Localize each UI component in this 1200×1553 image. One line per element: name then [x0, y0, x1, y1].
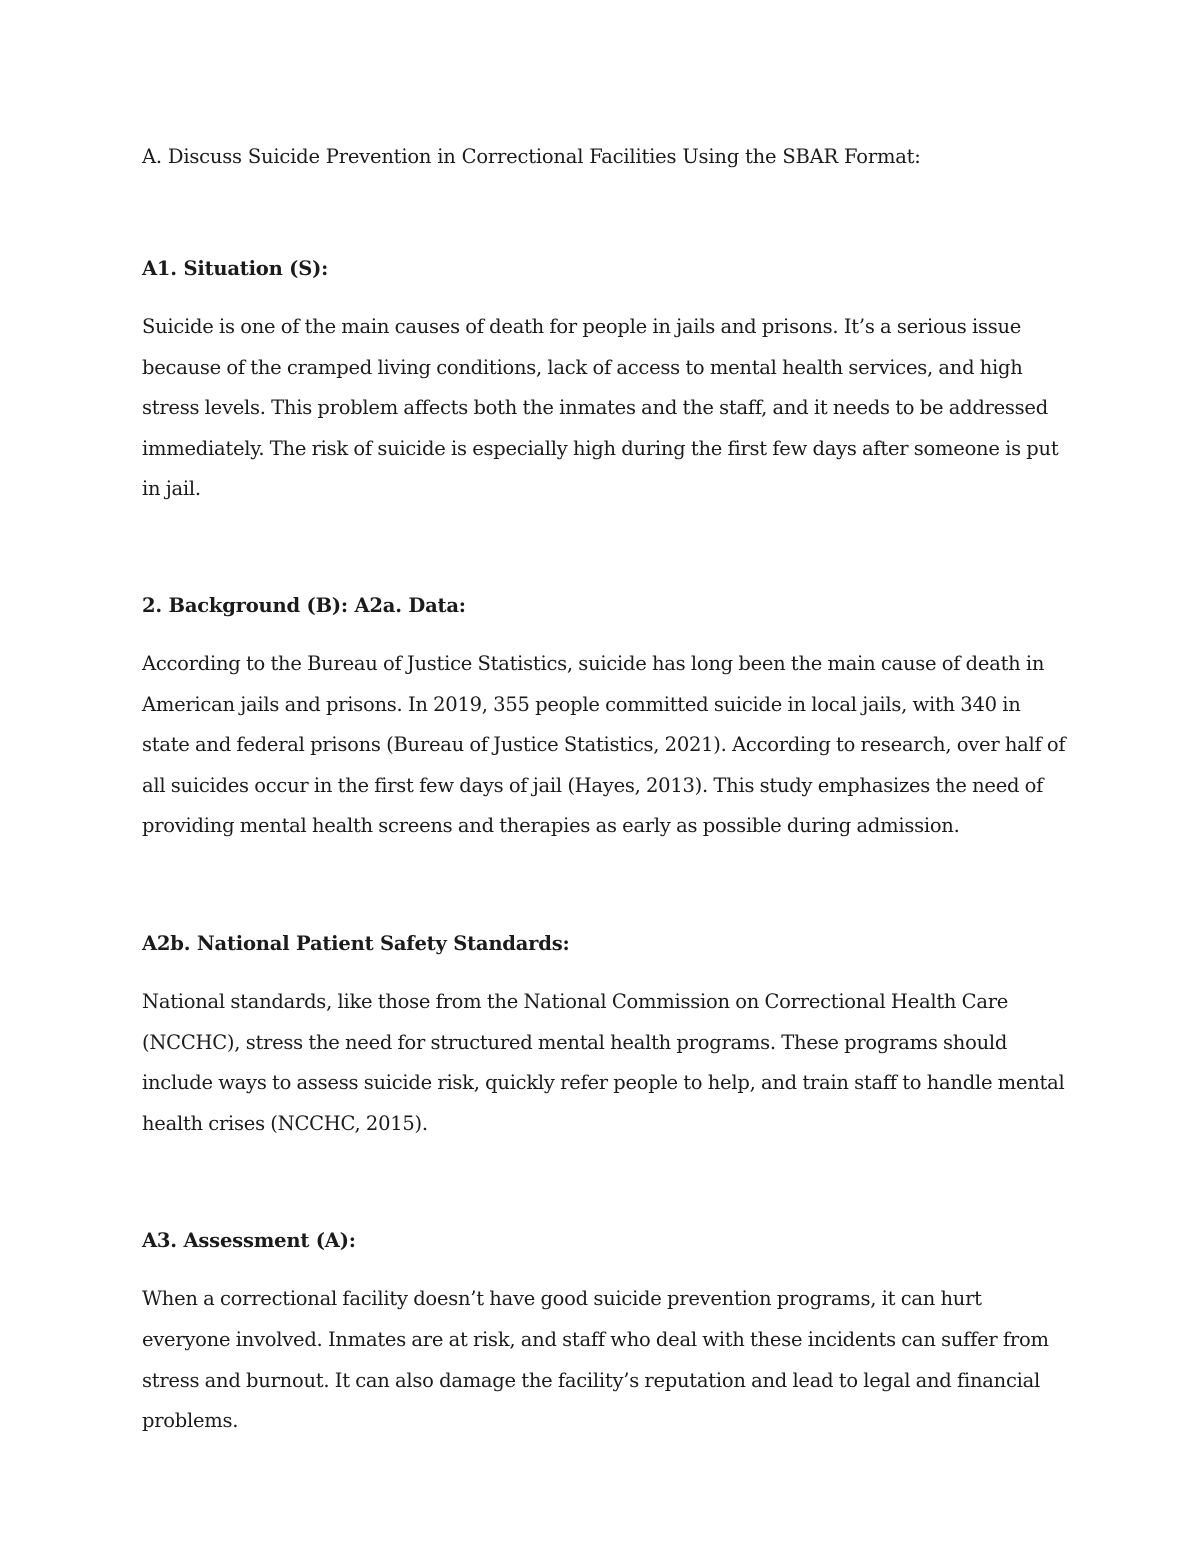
- section-assessment: [142, 1225, 1072, 1441]
- background-heading: 2. Background (B): A2a. Data:: [142, 593, 466, 617]
- document-body: [142, 141, 1072, 1442]
- assessment-heading: A3. Assessment (A):: [142, 1229, 356, 1253]
- document-title: A. Discuss Suicide Prevention in Correctional Facilities Using the SBAR Format:: [142, 145, 921, 168]
- section-situation: [142, 253, 1072, 510]
- background-paragraph: According to the Bureau of Justice Statistics, suicide has long been the main cause of death in American jails and prisons. In 2019, 355 people committed suicide in local jails, with 340 in state and federal prisons (Bureau of Justice Statistics, 2021). According to research, over half of all suicides occur in the first few days of jail (Hayes, 2013). This study emphasizes the need of providing mental health screens and therapies as early as possible during admission.: [142, 651, 1066, 838]
- situation-paragraph: Suicide is one of the main causes of death for people in jails and prisons. It’s a serious issue because of the cramped living conditions, lack of access to mental health services, and high stress levels. This problem affects both the inmates and the staff, and it needs to be addressed immediately. The risk of suicide is especially high during the first few days after someone is put in jail.: [142, 315, 1059, 501]
- section-standards: [142, 928, 1072, 1144]
- standards-paragraph: National standards, like those from the National Commission on Correctional Health Care (NCCHC), stress the need for structured mental health programs. These programs should include ways to assess suicide risk, quickly refer people to help, and train staff to handle mental health crises (NCCHC, 2015).: [142, 989, 1065, 1135]
- section-background: [142, 590, 1072, 847]
- standards-heading: A2b. National Patient Safety Standards:: [142, 931, 570, 955]
- assessment-paragraph: When a correctional facility doesn’t have good suicide prevention programs, it can hurt everyone involved. Inmates are at risk, and staff who deal with these incidents can suffer from stress and burnout. It can also damage the facility’s reputation and lead to legal and financial problems.: [142, 1287, 1049, 1433]
- situation-heading: A1. Situation (S):: [142, 257, 329, 280]
